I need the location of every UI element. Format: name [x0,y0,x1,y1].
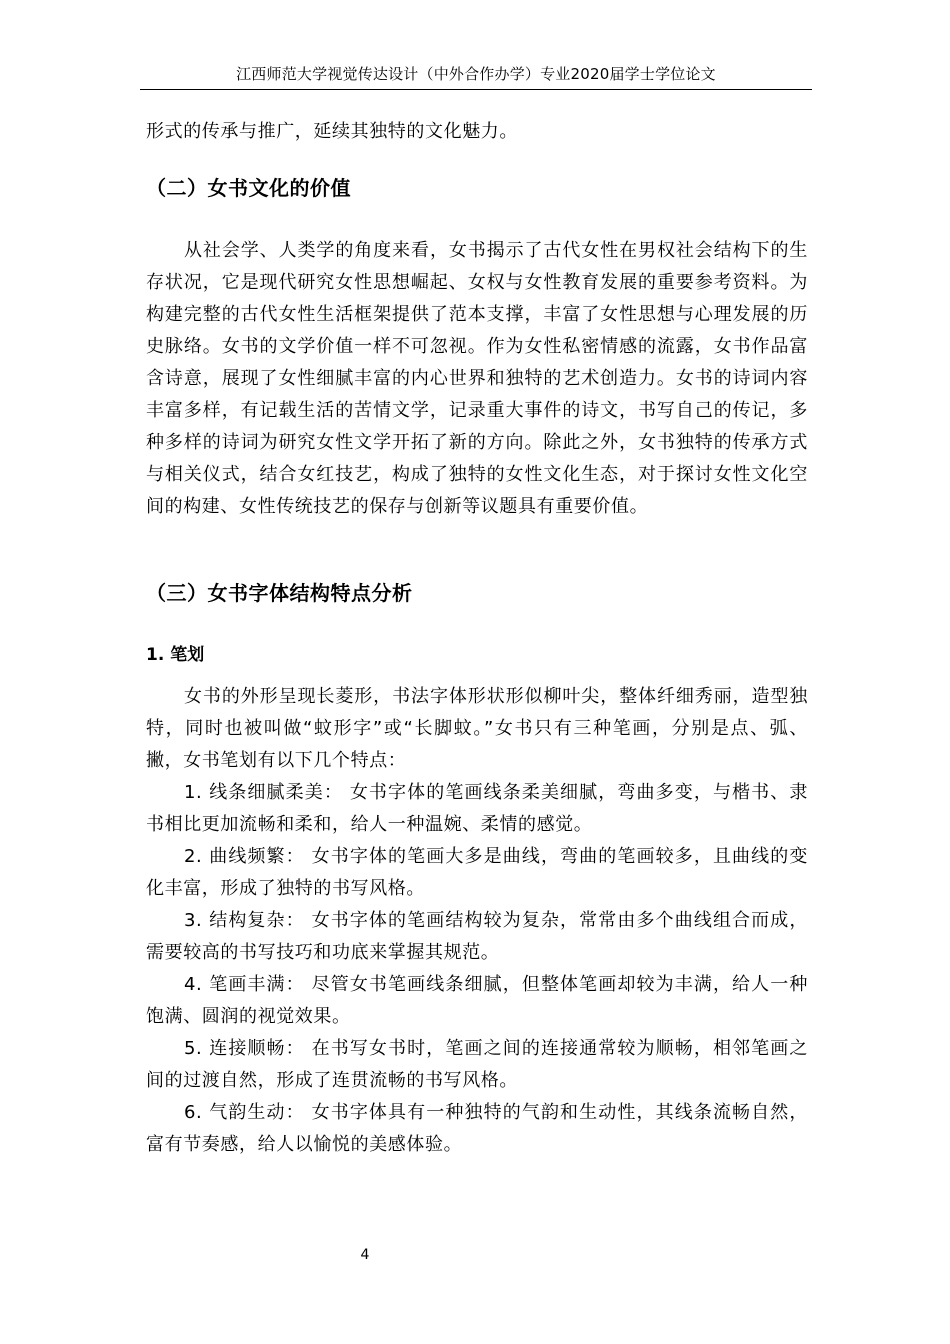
feature-item-1: 1. 线条细腻柔美： 女书字体的笔画线条柔美细腻，弯曲多变，与楷书、隶书相比更加流畅和柔和，给人一种温婉、柔情的感觉。 [146,782,808,835]
continuation-paragraph: 形式的传承与推广，延续其独特的文化魅力。 [146,121,518,142]
strokes-intro-paragraph: 女书的外形呈现长菱形，书法字体形状形似柳叶尖，整体纤细秀丽，造型独特，同时也被叫做“蚊形字”或“长脚蚊。”女书只有三种笔画，分别是点、弧、撇，女书笔划有以下几个特点： [146,686,808,771]
feature-item-3: 3. 结构复杂： 女书字体的笔画结构较为复杂，常常由多个曲线组合而成，需要较高的书写技巧和功底来掌握其规范。 [146,910,808,963]
feature-item-4: 4. 笔画丰满： 尽管女书笔画线条细腻，但整体笔画却较为丰满，给人一种饱满、圆润的视觉效果。 [146,974,808,1027]
header-rule [140,89,812,90]
feature-item-6: 6. 气韵生动： 女书字体具有一种独特的气韵和生动性，其线条流畅自然，富有节奏感，给人以愉悦的美感体验。 [146,1102,808,1155]
section-heading-value: （二）女书文化的价值 [146,176,351,200]
running-header: 江西师范大学视觉传达设计（中外合作办学）专业2020届学士学位论文 [236,65,716,83]
page-number: 4 [360,1247,370,1263]
feature-item-5: 5. 连接顺畅： 在书写女书时，笔画之间的连接通常较为顺畅，相邻笔画之间的过渡自然，形成了连贯流畅的书写风格。 [146,1038,808,1091]
section-heading-structure: （三）女书字体结构特点分析 [146,581,413,605]
subheading-strokes: 1. 笔划 [146,645,205,665]
value-paragraph: 从社会学、人类学的角度来看，女书揭示了古代女性在男权社会结构下的生存状况，它是现代研究女性思想崛起、女权与女性教育发展的重要参考资料。为构建完整的古代女性生活框架提供了范本支撑，丰富了女性思想与心理发展的历史脉络。女书的文学价值一样不可忽视。作为女性私密情感的流露，女书作品富含诗意，展现了女性细腻丰富的内心世界和独特的艺术创造力。女书的诗词内容丰富多样，有记载生活的苦情文学，记录重大事件的诗文，书写自己的传记，多种多样的诗词为研究女性文学开拓了新的方向。除此之外，女书独特的传承方式与相关仪式，结合女红技艺，构成了独特的女性文化生态，对于探讨女性文化空间的构建、女性传统技艺的保存与创新等议题具有重要价值。 [146,240,808,517]
feature-item-2: 2. 曲线频繁： 女书字体的笔画大多是曲线，弯曲的笔画较多，且曲线的变化丰富，形成了独特的书写风格。 [146,846,808,899]
